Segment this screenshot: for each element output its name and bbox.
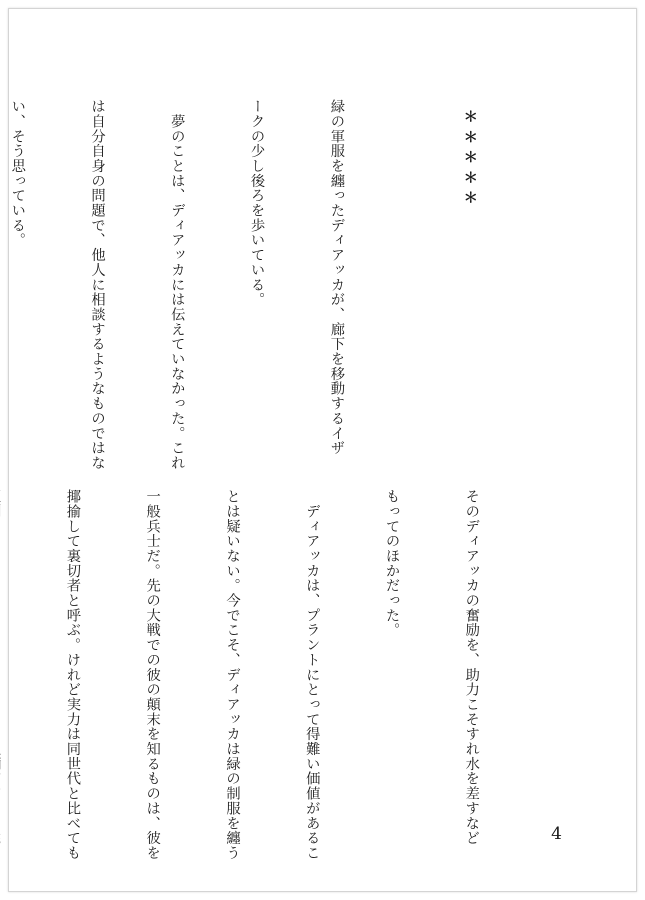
- text-line: ークの少し後ろを歩いている。: [249, 99, 266, 307]
- text-line: もってのほかだった。: [384, 489, 401, 638]
- text-line: ディアッカは、プラントにとって得難い価値があるこ: [304, 489, 321, 861]
- text-line: [0, 489, 6, 834]
- text-line: 一般兵士だ。先の大戦での彼の顛末を知るものは、彼を: [144, 489, 161, 861]
- text-line: い、そう思っている。: [9, 99, 26, 248]
- upper-text-column: [0, 99, 536, 471]
- text-line: 揶揄して裏切者と呼ぶ。けれど実力は同世代と比べても: [64, 489, 81, 861]
- text-line: 夢のことは、ディアッカには伝えていなかった。これ: [169, 99, 186, 471]
- text-line: そのディアッカの奮励を、助力こそすれ水を差すなど: [463, 489, 480, 846]
- text-line: は自分自身の問題で、他人に相談するようなものではな: [89, 99, 106, 471]
- page-number: 4: [551, 824, 562, 844]
- book-page: [8, 8, 637, 892]
- scene-break-stars: ＊＊＊＊＊: [461, 109, 478, 211]
- text-line: とは疑いない。今でこそ、ディアッカは緑の制服を纏う: [224, 489, 241, 861]
- lower-text-column: [0, 489, 538, 861]
- text-line: 緑の軍服を纏ったディアッカが、廊下を移動するイザ: [328, 99, 345, 456]
